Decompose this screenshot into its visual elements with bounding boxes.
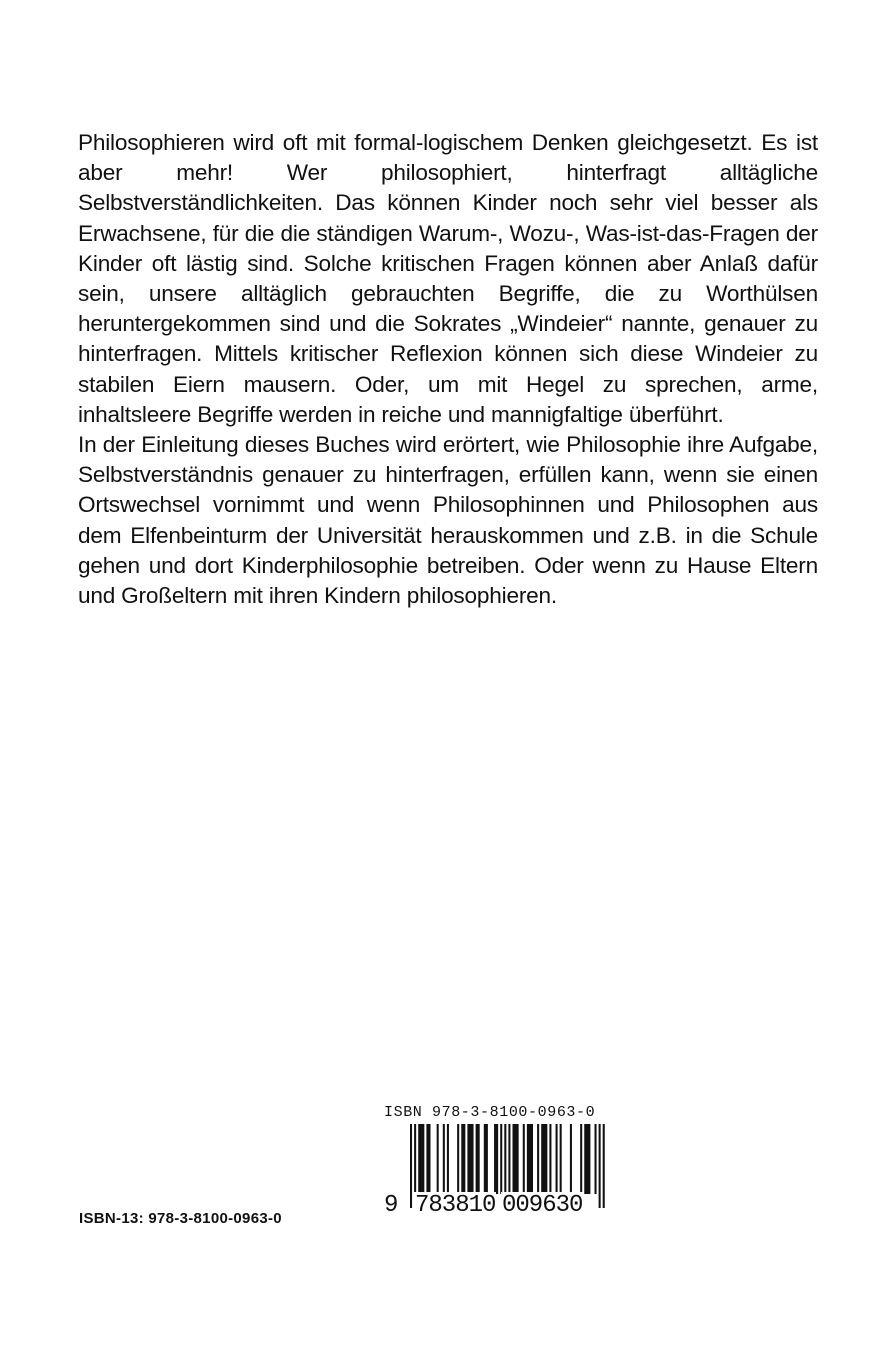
blurb-paragraph-1: Philosophieren wird oft mit formal-logischem Denken gleichgesetzt. Es ist aber mehr! Wer philosophiert, hinterfragt alltägliche Selbstverständlichkeiten. Das können Kinder noch sehr viel besser als Erwachsene, für die die ständigen Warum-, Wozu-, Was-ist-das-Fragen der Kinder oft lästig sind. Solche kritischen Fragen können aber Anlaß dafür sein, unsere alltäglich gebrauchten Begriffe, die zu Worthülsen heruntergekommen sind und die Sokrates „Windeier“ nannte, genauer zu hinterfragen. Mittels kritischer Reflexion können sich diese Windeier zu stabilen Eiern mausern. Oder, um mit Hegel zu sprechen, arme, inhaltsleere Begriffe werden in reiche und mannigfaltige überführt. bbox=[78, 130, 818, 427]
barcode-bar bbox=[537, 1124, 539, 1194]
blurb-paragraph-2: In der Einleitung dieses Buches wird erörtert, wie Philosophie ihre Aufgabe, Selbstverständnis genauer zu hinterfragen, erfüllen kann, wenn sie einen Ortswechsel vornimmt und wenn Philosophinnen und Philosophen aus dem Elfenbeinturm der Universität herauskommen und z.B. in die Schule gehen und dort Kinderphilosophie betreiben. Oder wenn zu Hause Eltern und Großeltern mit ihren Kindern philosophieren. bbox=[78, 432, 818, 609]
barcode-bar bbox=[570, 1124, 572, 1194]
barcode-bar bbox=[523, 1124, 525, 1194]
isbn-barcode bbox=[384, 1104, 634, 1244]
barcode-bar bbox=[541, 1124, 547, 1194]
barcode-bar bbox=[549, 1124, 551, 1194]
barcode-bar bbox=[560, 1124, 562, 1194]
barcode-guard-bar bbox=[410, 1124, 412, 1208]
barcode-bar bbox=[527, 1124, 533, 1194]
barcode-guard-bar bbox=[603, 1124, 605, 1208]
barcode-bar bbox=[494, 1124, 498, 1194]
barcode-bar bbox=[457, 1124, 459, 1194]
barcode-bar bbox=[418, 1124, 424, 1194]
barcode-bar bbox=[437, 1124, 439, 1194]
barcode-bar bbox=[426, 1124, 430, 1194]
barcode-bar bbox=[584, 1124, 590, 1194]
barcode-isbn-text: ISBN 978-3-8100-0963-0 bbox=[384, 1104, 596, 1121]
barcode-bar bbox=[467, 1124, 473, 1194]
barcode-bar bbox=[580, 1124, 582, 1194]
barcode-bar bbox=[447, 1124, 449, 1194]
barcode-left-digits: 783810 bbox=[415, 1192, 496, 1219]
blurb-text bbox=[78, 128, 818, 611]
barcode-bar bbox=[476, 1124, 480, 1194]
barcode-bar bbox=[443, 1124, 445, 1194]
barcode-bar bbox=[461, 1124, 465, 1194]
barcode-bar bbox=[513, 1124, 519, 1194]
isbn-13-label: ISBN-13: 978-3-8100-0963-0 bbox=[79, 1210, 282, 1227]
barcode-bar bbox=[556, 1124, 558, 1194]
barcode-bar bbox=[500, 1124, 502, 1194]
barcode-right-digits: 009630 bbox=[502, 1192, 583, 1219]
barcode-bar bbox=[484, 1124, 488, 1194]
barcode-lead-digit: 9 bbox=[384, 1192, 399, 1219]
barcode-bar bbox=[595, 1124, 597, 1194]
barcode-guard-bar bbox=[599, 1124, 601, 1208]
